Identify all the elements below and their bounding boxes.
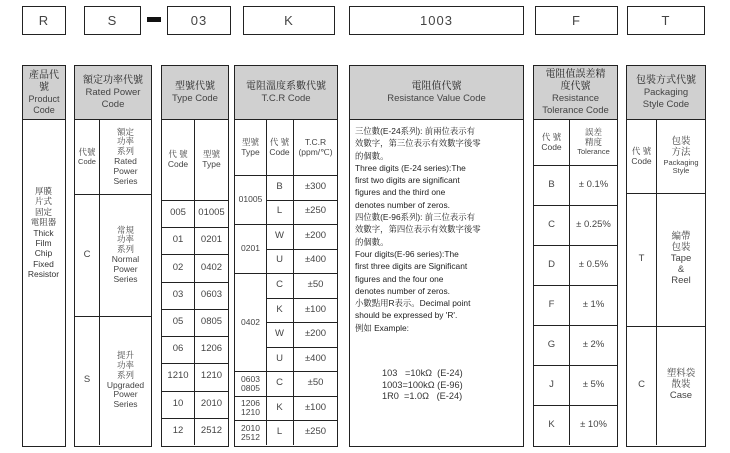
tcr-type-group-line: 1206 [241,398,260,409]
power-desc-line: 常規 [116,224,134,235]
code-box-tcr: K [243,6,335,35]
product-desc-line: 片式 [34,196,52,207]
packaging-desc-line: 塑料袋 [666,368,696,380]
packaging-desc-line: Tape [670,253,692,265]
power-desc-line: 功率 [116,234,134,245]
type-code-cell: 03 [172,288,184,300]
type-code-cell: 01 [172,234,184,246]
tcr-type-group [235,396,266,421]
tolerance-code-cell: D [548,258,555,270]
tcr-col-type-head-line: Type [241,146,260,157]
tolerance-header-zh: 電阻值誤差精度代號 [545,69,606,93]
product-desc-line: Film [35,238,52,249]
power-desc-line: 功率 [116,359,134,370]
product-desc-line: Chip [34,248,53,259]
power-desc-line: Normal [111,254,140,264]
type-column [161,65,229,447]
product-desc-line: Thick [33,227,54,238]
tcr-code-cell: W [275,229,284,241]
code-box-power: S [84,6,141,35]
code-box-value: 1003 [349,6,524,35]
type-size-cell: 0603 [200,288,223,300]
tolerance-col-tol-head-line: 精度 [584,137,602,148]
tcr-col-code-head-line: 代 號 [269,136,290,147]
type-size-cell: 0805 [200,316,223,328]
packaging-col-code-zh: 代 號 [631,145,652,156]
packaging-style-zh: 方法 [671,146,691,158]
tcr-code-cell: U [276,254,283,266]
tcr-code-cell: W [275,328,284,340]
packaging-style-zh: 包裝 [671,135,691,147]
tcr-type-group [235,420,266,445]
power-col-desc-line: Rated [114,156,137,166]
packaging-header [627,66,705,120]
product-description [23,186,64,280]
tcr-value-cell: ±100 [304,401,327,413]
product-column [22,65,66,447]
tcr-type-group-line: 2512 [241,431,260,442]
tcr-col-type-head-line: 型號 [241,136,259,147]
tcr-type-group [235,175,266,224]
tcr-header-zh: 電阻溫度系數代號 [246,80,326,92]
packaging-style-en: Style [672,166,690,176]
power-row-desc [100,194,151,316]
packaging-style-en: Packaging [663,157,699,167]
type-col-code-head-line: 代 號 [168,149,188,160]
power-col-desc-line: 系列 [116,146,134,157]
tcr-type-group-line: 1210 [241,407,260,418]
power-col-code-head [75,120,99,194]
packaging-header-zh: 包裝方式代號 [636,75,696,87]
tcr-column [234,65,338,447]
power-col-desc-line: 額定 [116,126,134,137]
tcr-code-cell: B [276,180,283,192]
power-desc-line: Upgraded [106,379,145,390]
value-column [349,65,524,447]
tcr-type-group-line: 01005 [238,194,263,205]
power-col-code-en: Code [78,156,96,166]
tolerance-value-cell: ± 5% [582,378,605,390]
power-desc-line: 提升 [116,350,134,361]
type-col-type-head [195,120,228,200]
packaging-row-code: T [638,253,645,265]
tolerance-header [534,66,617,120]
tolerance-value-cell: ± 0.25% [576,218,611,230]
tolerance-code-cell: C [548,218,555,230]
power-col-desc-head [100,120,151,194]
power-col-desc-line: Series [113,175,138,186]
tcr-code-cell: L [276,205,283,217]
power-column [74,65,152,447]
type-size-cell: 0201 [200,234,223,246]
type-col-code-head [162,120,194,200]
tcr-col-tcr-head-line: (ppm/℃) [298,146,333,157]
tcr-value-cell: ±200 [304,229,327,241]
tcr-type-group [235,273,266,371]
type-size-cell: 0402 [200,261,223,273]
product-header-en: Product Code [28,93,60,115]
tcr-code-cell: K [276,303,283,315]
tcr-col-code-head [266,120,293,175]
power-header-zh: 額定功率代號 [83,75,143,87]
tcr-code-cell: C [276,278,283,290]
tolerance-code-cell: F [548,298,555,310]
product-desc-line: 固定 [34,206,52,217]
tolerance-code-cell: K [548,418,555,430]
tcr-value-cell: ±400 [304,254,327,266]
tcr-value-cell: ±200 [304,328,327,340]
tcr-header-en: T.C.R Code [261,92,311,104]
tcr-value-cell: ±250 [304,426,327,438]
tolerance-value-cell: ± 10% [580,418,607,430]
tcr-col-code-head-line: Code [269,146,290,157]
product-desc-line: 電阻器 [30,217,57,228]
code-box-type: 03 [167,6,231,35]
packaging-row-desc [657,193,705,326]
packaging-desc-line: & [677,263,685,275]
packaging-column [626,65,706,447]
power-col-desc-line: 功率 [116,136,134,147]
type-code-cell: 1210 [167,370,189,382]
power-desc-line: Series [113,273,138,284]
tcr-code-cell: U [276,352,283,364]
tolerance-col-code-head-line: Code [541,141,562,152]
packaging-desc-line: Reel [671,274,691,286]
tcr-code-cell: L [276,426,283,438]
power-desc-line: Power [113,263,138,274]
power-header-en: Rated Power Code [85,87,141,110]
tcr-col-tcr-head [294,120,337,175]
dash-separator [147,17,161,22]
type-code-cell: 10 [172,397,184,409]
tolerance-value-cell: ± 1% [582,298,605,310]
type-header [162,66,228,120]
tcr-header [235,66,337,120]
value-examples: 103 =10kΩ (E-24) 1003=100kΩ (E-96) 1R0 =1.0Ω (E-24) [382,368,463,401]
power-header [75,66,151,120]
tolerance-value-cell: ± 2% [582,338,605,350]
type-header-en: Type Code [172,92,218,104]
tolerance-col-tol-head-line: 誤差 [584,127,602,138]
type-code-cell: 005 [170,207,186,219]
product-header-zh: 產品代號 [29,69,59,93]
tolerance-col-tol-head [570,120,617,165]
packaging-row-desc [657,326,705,445]
tcr-type-group-line: 0201 [241,243,260,254]
packaging-col-code-en: Code [631,155,652,166]
tcr-type-group-line: 0805 [241,382,260,393]
power-desc-line: Power [113,389,138,400]
power-row-desc [100,316,151,445]
type-size-cell: 2010 [200,397,223,409]
value-header-en: Resistance Value Code [387,92,486,104]
tcr-col-type-head [235,120,266,175]
tcr-code-cell: K [276,401,283,413]
type-col-type-head-line: 型號 [202,149,220,160]
power-desc-line: 系列 [116,369,134,380]
packaging-col-style-head [657,120,705,193]
code-box-packaging: T [627,6,705,35]
tcr-value-cell: ±100 [304,303,327,315]
tcr-type-group-line: 0402 [241,316,260,327]
type-size-cell: 1206 [200,343,223,355]
value-description: 三位數(E-24系列): 前兩位表示有 效數字，第三位表示有效數字後零 的個數。 Three digits (E-24 series):The first two digits are significant figures and the third one denotes number of zeros. 四位數(E-96系列): 前三位表示有 效數字，第四位表示有效數字後零 的個數。 Four digits(E-96 series):The first three digits are Significant figures and the four one denotes number of zeros. 小數點用R表示。Decimal point should be expressed by 'R'. 例如 Example: [355,126,481,333]
tcr-type-group-line: 2010 [241,422,260,433]
packaging-desc-line: 包裝 [671,242,691,254]
tolerance-code-cell: B [548,178,555,190]
type-size-cell: 1210 [200,370,223,382]
value-header [350,66,523,120]
product-desc-line: 厚膜 [34,186,52,196]
type-size-cell: 01005 [198,207,225,219]
power-row-code: C [83,248,91,260]
tolerance-code-cell: J [549,378,554,390]
type-size-cell: 2512 [200,424,223,436]
tcr-col-tcr-head-line: T.C.R [304,136,327,147]
tcr-value-cell: ±300 [304,180,327,192]
tolerance-col-code-head-line: 代 號 [541,131,562,142]
packaging-header-en: Packaging Style Code [642,87,690,110]
code-box-product: R [22,6,66,35]
tcr-type-group-line: 0603 [241,373,260,384]
power-row-code: S [83,374,91,386]
type-header-zh: 型號代號 [175,80,215,92]
tcr-value-cell: ±400 [304,352,327,364]
packaging-col-code-head [627,120,656,193]
packaging-desc-line: Case [669,389,693,401]
type-code-cell: 05 [172,316,184,328]
tolerance-header-en: Resistance Tolerance Code [542,93,609,116]
tcr-type-group [235,224,266,273]
product-header [23,66,65,120]
tcr-type-group [235,371,266,396]
product-desc-line: Fixed [33,258,54,269]
type-col-type-head-line: Type [202,159,221,169]
packaging-desc-line: 散裝 [671,379,691,391]
packaging-row-code: C [638,379,645,391]
product-desc-line: Resistor [27,269,60,280]
power-col-code-zh: 代號 [78,146,96,157]
value-header-zh: 電阻值代號 [411,80,462,92]
code-box-tolerance: F [535,6,618,35]
tolerance-value-cell: ± 0.5% [578,258,609,270]
tolerance-value-cell: ± 0.1% [578,178,609,190]
tolerance-column [533,65,618,447]
tcr-value-cell: ±50 [307,278,324,290]
tcr-value-cell: ±250 [304,205,327,217]
power-desc-line: 系列 [116,244,134,255]
type-code-cell: 06 [172,343,184,355]
type-col-code-head-line: Code [167,159,189,169]
tolerance-code-cell: G [547,338,556,350]
power-col-desc-line: Power [113,165,138,176]
tolerance-col-code-head [534,120,569,165]
tcr-value-cell: ±50 [307,377,324,389]
packaging-desc-line: 編帶 [671,231,691,243]
tcr-code-cell: C [276,377,283,389]
power-desc-line: Series [113,399,138,410]
type-code-cell: 02 [172,261,184,273]
tolerance-col-tol-head-line: Tolerance [577,146,610,156]
type-code-cell: 12 [172,424,184,436]
